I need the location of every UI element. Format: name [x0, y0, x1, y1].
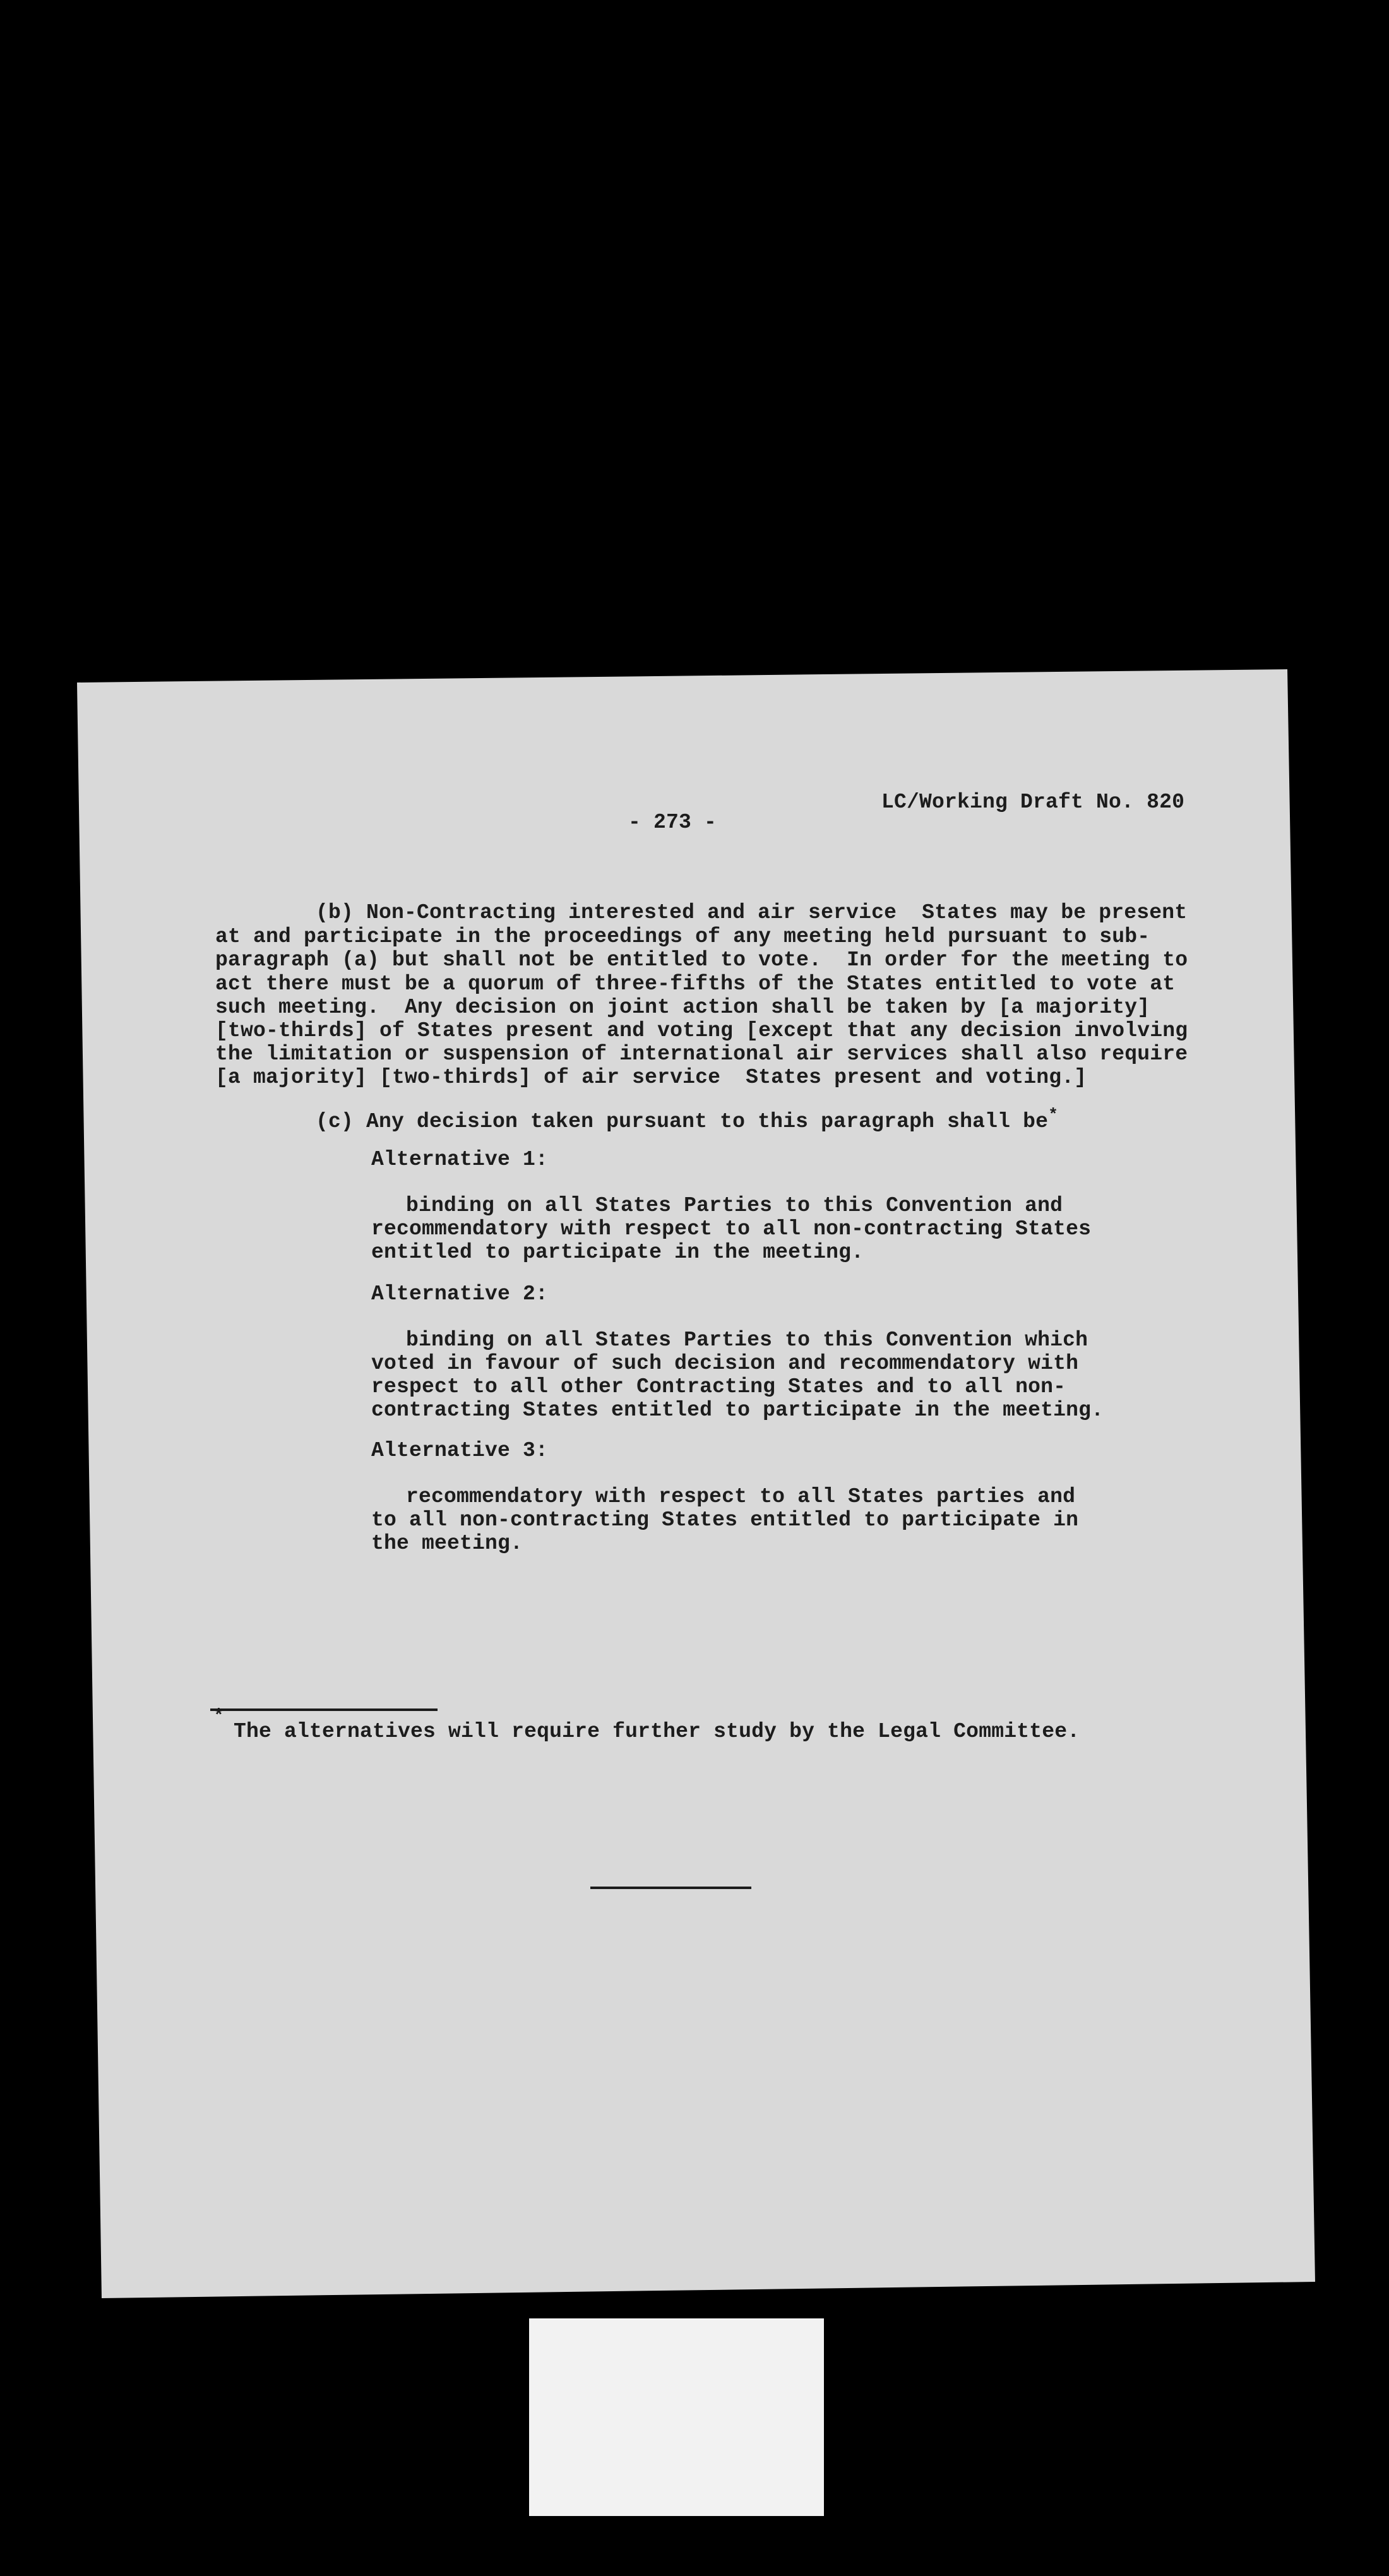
para-b-line: the limitation or suspension of international air services shall also require: [215, 1042, 1188, 1066]
alternative-label: Alternative 3:: [371, 1439, 549, 1462]
para-b-line: paragraph (a) but shall not be entitled to vote. In order for the meeting to: [215, 948, 1188, 972]
alternative-line: the meeting.: [371, 1532, 523, 1555]
alternative-line: to all non-contracting States entitled to participate in: [371, 1508, 1079, 1532]
para-b-line: such meeting. Any decision on joint action shall be taken by [a majority]: [215, 996, 1150, 1019]
para-b-line: act there must be a quorum of three-fifths of the States entitled to vote at: [215, 972, 1176, 996]
para-b-line: [a majority] [two-thirds] of air service States present and voting.]: [215, 1066, 1087, 1089]
para-b-line: (b) Non-Contracting interested and air service States may be present: [316, 901, 1188, 924]
footnote-text: The alternatives will require further study by the Legal Committee.: [234, 1720, 1080, 1743]
para-b-line: at and participate in the proceedings of any meeting held pursuant to sub-: [215, 925, 1150, 948]
page-number: - 273 -: [628, 811, 717, 834]
alternative-line: voted in favour of such decision and recommendatory with: [371, 1352, 1079, 1375]
alternative-line: binding on all States Parties to this Convention which: [406, 1328, 1088, 1352]
footnote-asterisk: *: [213, 1707, 225, 1726]
alternative-line: recommendatory with respect to all non-contracting States: [371, 1217, 1092, 1241]
document-reference: LC/Working Draft No. 820: [881, 790, 1185, 814]
end-rule: [590, 1887, 751, 1889]
blank-card: [529, 2318, 824, 2516]
footnote-marker: *: [1048, 1106, 1058, 1124]
alternative-label: Alternative 1:: [371, 1148, 549, 1171]
alternative-label: Alternative 2:: [371, 1282, 549, 1306]
alternative-line: entitled to participate in the meeting.: [371, 1241, 864, 1264]
footnote-divider: [210, 1708, 438, 1711]
alternative-line: contracting States entitled to participate in the meeting.: [371, 1398, 1104, 1422]
alternative-line: respect to all other Contracting States and to all non-: [371, 1375, 1066, 1398]
para-c-text: (c) Any decision taken pursuant to this paragraph shall be: [316, 1110, 1049, 1133]
para-c-intro: [316, 1103, 1058, 1134]
para-b-line: [two-thirds] of States present and voting [except that any decision involving: [215, 1019, 1188, 1042]
alternative-line: recommendatory with respect to all States parties and: [406, 1485, 1076, 1508]
alternative-line: binding on all States Parties to this Convention and: [406, 1194, 1063, 1217]
